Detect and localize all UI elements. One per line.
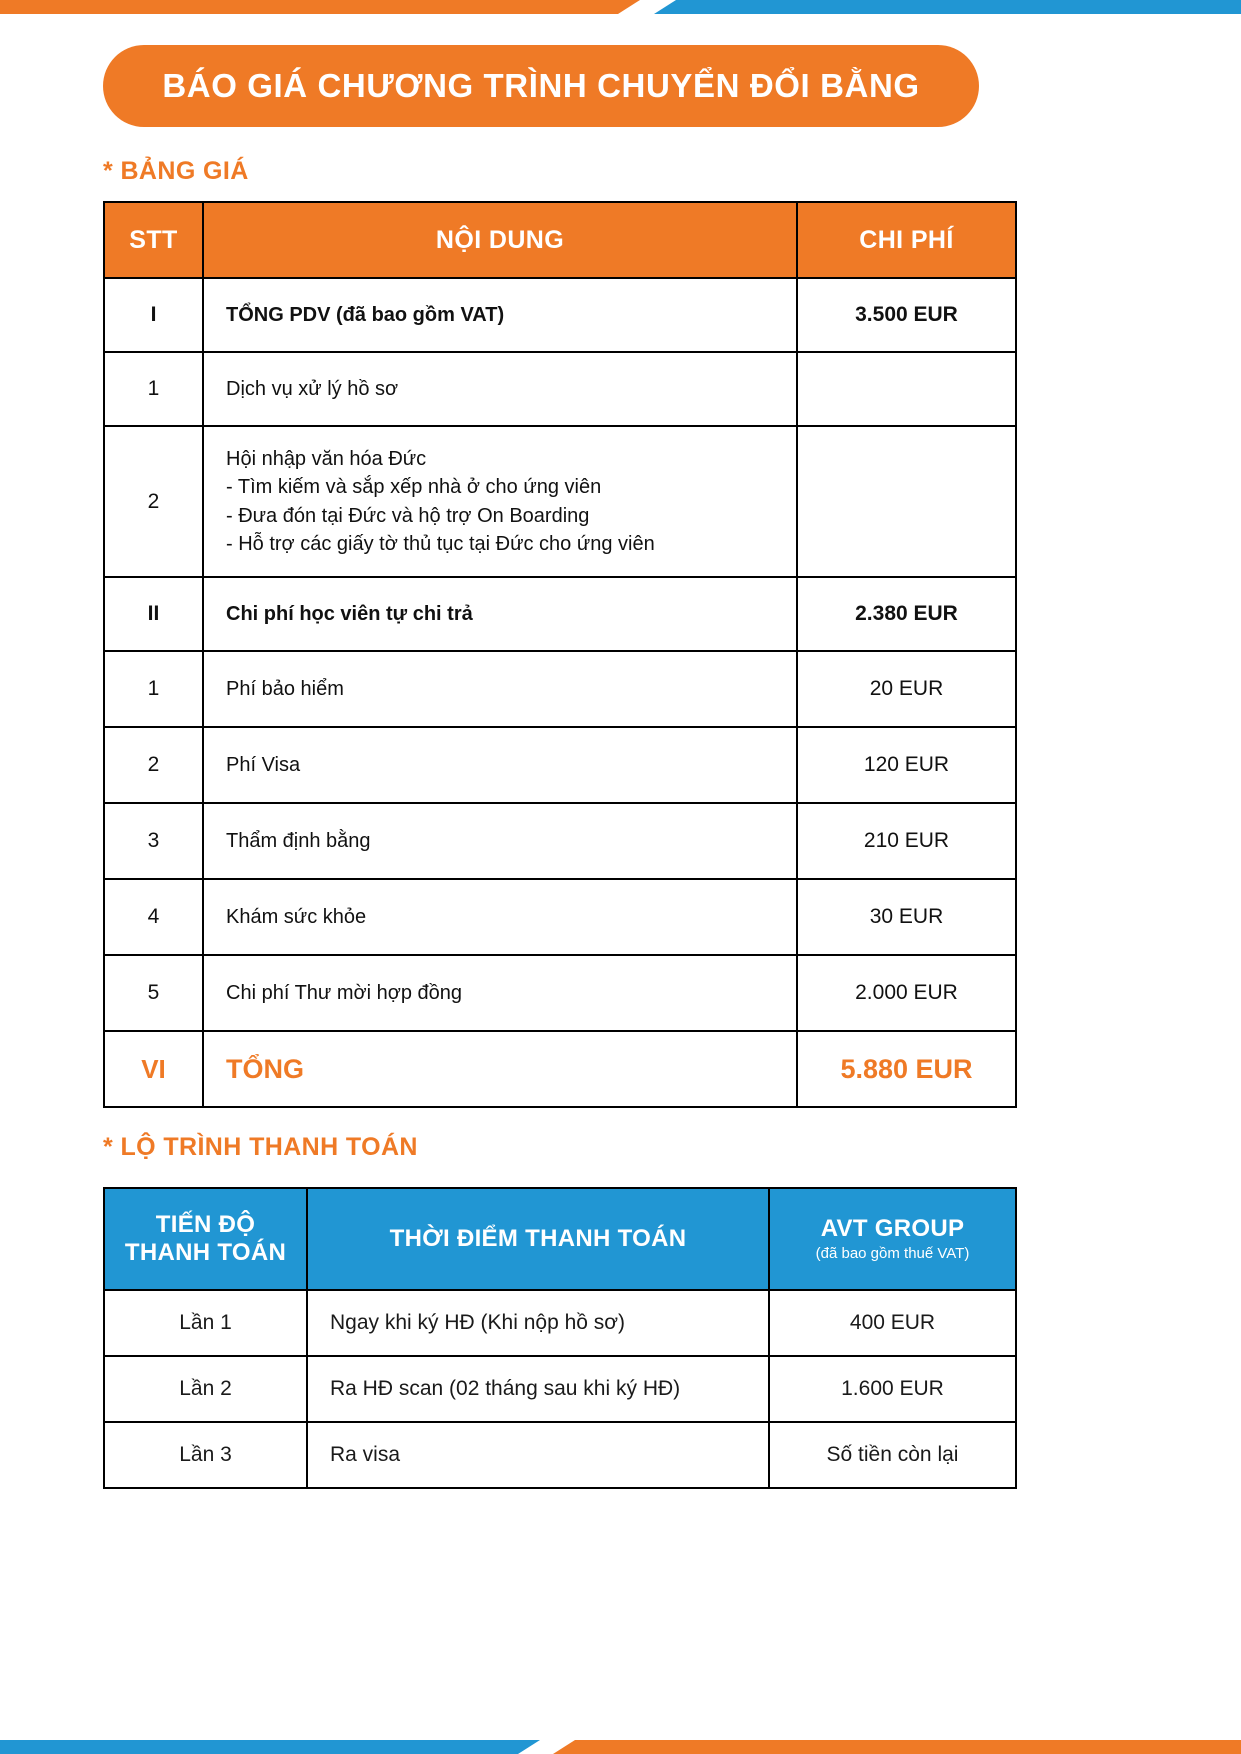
table-row [104, 1290, 1016, 1356]
table-row [104, 1422, 1016, 1488]
bottom-decorative-band [0, 1740, 1241, 1754]
price-row-content: Thẩm định bằng [203, 803, 797, 879]
payment-table-head [104, 1188, 1016, 1290]
payment-table-body [104, 1290, 1016, 1488]
price-row-content: Dịch vụ xử lý hồ sơ [203, 352, 797, 426]
price-row-stt: 3 [104, 803, 203, 879]
payment-row-amount: Số tiền còn lại [769, 1422, 1016, 1488]
payment-col-header-stage-label: TIẾN ĐỘ THANH TOÁN [124, 1210, 287, 1266]
section-heading-payment-schedule: * LỘ TRÌNH THANH TOÁN [103, 1133, 418, 1161]
table-row [104, 879, 1016, 955]
price-row-cost: 2.380 EUR [797, 577, 1016, 651]
table-row [104, 727, 1016, 803]
price-row-stt: II [104, 577, 203, 651]
payment-row-time: Ra visa [307, 1422, 769, 1488]
price-total-stt: VI [104, 1031, 203, 1107]
table-row-total [104, 1031, 1016, 1107]
price-row-stt: 2 [104, 727, 203, 803]
price-row-stt: 4 [104, 879, 203, 955]
price-total-cost: 5.880 EUR [797, 1031, 1016, 1107]
price-row-stt: 5 [104, 955, 203, 1031]
price-row-cost: 120 EUR [797, 727, 1016, 803]
price-row-content-line: - Tìm kiếm và sắp xếp nhà ở cho ứng viên [226, 476, 602, 499]
bottom-band-orange-segment [553, 1740, 1241, 1754]
price-row-content: Chi phí Thư mời hợp đồng [203, 955, 797, 1031]
price-row-content: Khám sức khỏe [203, 879, 797, 955]
price-table-head [104, 202, 1016, 278]
payment-row-time: Ra HĐ scan (02 tháng sau khi ký HĐ) [307, 1356, 769, 1422]
price-row-cost: 2.000 EUR [797, 955, 1016, 1031]
price-row-content [203, 426, 797, 577]
price-table-header-row [104, 202, 1016, 278]
price-table-body [104, 278, 1016, 1107]
page-title: BÁO GIÁ CHƯƠNG TRÌNH CHUYỂN ĐỔI BẰNG [162, 66, 920, 104]
price-col-header-stt: STT [104, 202, 203, 278]
table-row [104, 1356, 1016, 1422]
top-decorative-band [0, 0, 1241, 14]
table-row [104, 352, 1016, 426]
payment-col-header-amount-label: AVT GROUP [820, 1215, 965, 1242]
table-row [104, 426, 1016, 577]
price-row-stt: 1 [104, 651, 203, 727]
document-title-banner [103, 45, 979, 127]
table-row [104, 803, 1016, 879]
price-col-header-content: NỘI DUNG [203, 202, 797, 278]
payment-table-header-row [104, 1188, 1016, 1290]
price-row-cost: 3.500 EUR [797, 278, 1016, 352]
payment-row-amount: 1.600 EUR [769, 1356, 1016, 1422]
price-row-stt: I [104, 278, 203, 352]
payment-col-header-stage [104, 1188, 307, 1290]
price-row-stt: 2 [104, 426, 203, 577]
price-row-content-line: - Đưa đón tại Đức và hộ trợ On Boarding [226, 504, 590, 527]
top-band-blue-segment [654, 0, 1241, 14]
price-col-header-cost: CHI PHÍ [797, 202, 1016, 278]
table-row [104, 955, 1016, 1031]
price-row-stt: 1 [104, 352, 203, 426]
payment-row-stage: Lần 1 [104, 1290, 307, 1356]
payment-row-stage: Lần 2 [104, 1356, 307, 1422]
price-row-content: TỔNG PDV (đã bao gồm VAT) [203, 278, 797, 352]
price-row-cost: 30 EUR [797, 879, 1016, 955]
payment-row-amount: 400 EUR [769, 1290, 1016, 1356]
price-row-content: Chi phí học viên tự chi trả [203, 577, 797, 651]
price-total-label: TỔNG [203, 1031, 797, 1107]
table-row [104, 577, 1016, 651]
price-row-content: Phí bảo hiểm [203, 651, 797, 727]
section-heading-price-list: * BẢNG GIÁ [103, 157, 249, 185]
table-row [104, 278, 1016, 352]
payment-row-time: Ngay khi ký HĐ (Khi nộp hồ sơ) [307, 1290, 769, 1356]
table-row [104, 651, 1016, 727]
payment-schedule-table [103, 1187, 1017, 1489]
price-row-content-title: Hội nhập văn hóa Đức [226, 447, 427, 470]
price-row-content: Phí Visa [203, 727, 797, 803]
top-band-orange-segment [0, 0, 640, 14]
price-row-cost: 20 EUR [797, 651, 1016, 727]
price-row-cost [797, 352, 1016, 426]
payment-col-header-amount [769, 1188, 1016, 1290]
price-table [103, 201, 1017, 1108]
price-row-cost [797, 426, 1016, 577]
payment-col-header-time-label: THỜI ĐIỂM THANH TOÁN [389, 1224, 687, 1252]
price-row-cost: 210 EUR [797, 803, 1016, 879]
payment-col-header-amount-note: (đã bao gồm thuế VAT) [815, 1245, 970, 1263]
price-row-content-line: - Hỗ trợ các giấy tờ thủ tục tại Đức cho ứng viên [226, 532, 655, 555]
bottom-band-blue-segment [0, 1740, 540, 1754]
payment-row-stage: Lần 3 [104, 1422, 307, 1488]
payment-col-header-time [307, 1188, 769, 1290]
